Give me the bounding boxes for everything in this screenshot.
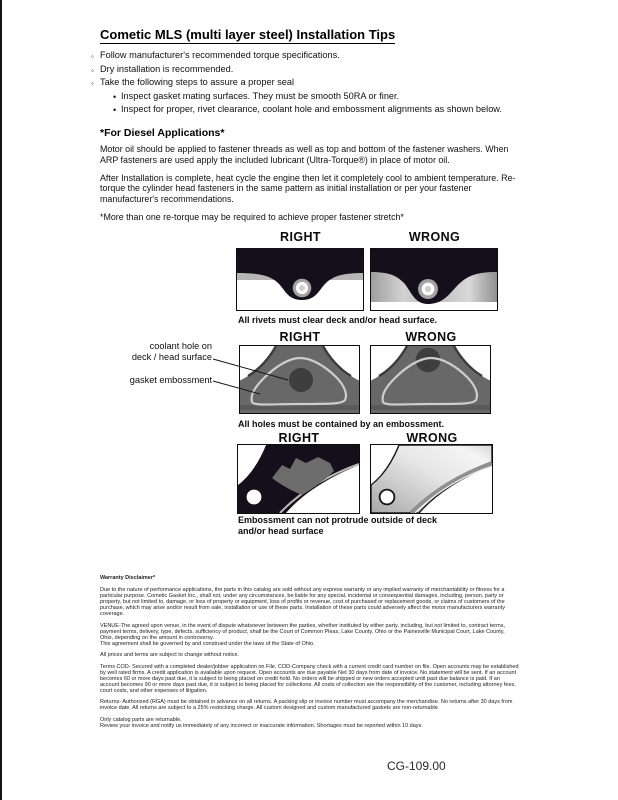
warranty-disclaimer bbox=[100, 575, 519, 735]
gasket-embossment-callout: gasket embossment bbox=[129, 375, 212, 385]
open-bullet-icon: ◦ bbox=[91, 79, 94, 89]
warranty-paragraph bbox=[100, 717, 519, 729]
pair1-wrong-label: WRONG bbox=[408, 230, 461, 244]
filled-bullet-icon: • bbox=[113, 91, 117, 102]
bolt-hole-icon bbox=[247, 490, 262, 505]
diesel-paragraph-2: After Installation is complete, heat cycle the engine then let it completely cool to ambient temperature. Re-torque the cylinder head fasteners in the same pattern as initial installation or per your fastener manufacturer's recommendations. bbox=[100, 172, 516, 205]
list-item-text: Follow manufacturer's recommended torque specifications. bbox=[100, 50, 340, 60]
warranty-paragraph: Terms COD- Secured with a completed dealer/jobber application on File, COD-Company check with a current credit card number on file. Open accounts may be established by well rated firms. A credit application is available upon request. Open accounts are due payable Net 30 days from date of invoice. No statement will be sent. If an account becomes 60 or more days past due, it is subject to being placed on credit hold. No orders will be shipped or new orders accepted until past due balance is paid. If an account becomes 90 or more days past due, it is subject to being placed for collections. All costs of collection are the responsibility of the customer, including attorney fees, court costs, and other expenses of litigation. bbox=[100, 663, 519, 694]
callout-text: deck / head surface bbox=[131, 352, 212, 362]
caption-line: and/or head surface bbox=[238, 525, 324, 536]
rivet-icon bbox=[418, 279, 438, 299]
list-item bbox=[91, 63, 538, 77]
warranty-text: VENUE-The agreed upon venue, in the event of dispute whatsoever between the parties, whether instituted by either party, including, but not limited to, contract terms, payment terms, delivery, type, defects, sufficiency of product, shall be the Court of Common Pleas, Lake County, Ohio or the Painesville Municipal Court, Lake County, Ohio, depending on the amount in controversy. bbox=[100, 622, 505, 641]
diagram-section bbox=[100, 228, 530, 542]
installation-tips-list bbox=[91, 49, 538, 117]
filled-bullet-icon: • bbox=[113, 105, 117, 116]
open-bullet-icon: ◦ bbox=[91, 52, 94, 61]
pair3-caption bbox=[238, 515, 437, 536]
pair1-right-diagram bbox=[236, 248, 364, 311]
page-title bbox=[100, 27, 538, 42]
warranty-text: Review your invoice and notify us immediately of any incorrect or inaccurate information. Shortages must be reported within 10 days. bbox=[100, 722, 423, 729]
pair2-right-label: RIGHT bbox=[279, 330, 321, 344]
page-number: CG-109.00 bbox=[387, 759, 446, 773]
diesel-paragraph-1: Motor oil should be applied to fastener threads as well as top and bottom of the fastener washers. When ARP fasteners are used apply the included lubricant (Ultra-Torque®) in place of motor oil. bbox=[100, 143, 509, 165]
list-item-text: Inspect gasket mating surfaces. They must be smooth 50RA or finer. bbox=[121, 90, 400, 101]
list-sub-item bbox=[113, 103, 538, 117]
warranty-paragraph: All prices and terms are subject to change without notice. bbox=[100, 652, 240, 659]
warranty-text: This agreement shall be governed by and construed under the laws of the State of Ohio. bbox=[100, 640, 315, 647]
pair3-right-label: RIGHT bbox=[278, 431, 320, 445]
catalog-page bbox=[0, 0, 618, 223]
coolant-hole-icon bbox=[289, 368, 313, 392]
callout-text: coolant hole on bbox=[149, 341, 212, 351]
pair2-wrong-label: WRONG bbox=[405, 330, 457, 344]
warranty-paragraph bbox=[100, 623, 519, 647]
warranty-heading: Warranty Disclaimer* bbox=[100, 575, 156, 581]
rivet-icon bbox=[293, 279, 312, 298]
pair2-wrong-diagram bbox=[370, 345, 491, 414]
pair3-right-diagram bbox=[237, 444, 360, 514]
page-title-text: Cometic MLS (multi layer steel) Installation Tips bbox=[100, 27, 396, 42]
diesel-paragraph-3: *More than one re-torque may be required to achieve proper fastener stretch* bbox=[100, 211, 404, 222]
bolt-hole-icon bbox=[380, 490, 395, 505]
list-item-text: Dry installation is recommended. bbox=[100, 63, 234, 74]
warranty-paragraph: Returns- Authorized (RGA) must be obtained in advance on all returns. A packing slip or invoice number must accompany the merchandise. No returns after 30 days from invoice date. All returns are subject to a 25% restocking charge. All custom designed and custom manufactured gaskets are non-returnable. bbox=[100, 699, 513, 712]
pair3-wrong-diagram bbox=[370, 444, 493, 514]
list-item bbox=[91, 49, 538, 63]
list-item-text: Take the following steps to assure a proper seal bbox=[100, 77, 295, 88]
coolant-hole-callout bbox=[100, 341, 212, 363]
open-bullet-icon: ◦ bbox=[91, 65, 94, 75]
pair2-right-diagram bbox=[239, 345, 360, 414]
warranty-paragraph: Due to the nature of performance applications, the parts in this catalog are sold without any express warranty or any implied warranty of merchantability or fitness for a particular purpose. Cometic Gasket Inc., shall not, under any circumstances, be liable for any special, incidental or consequential damages, including, person, party or property, but not limited to, damage, or loss of property or equipment, loss of profits or revenue, cost of purchased or replacement goods, or claims of customers of the purchase, which may arise and/or result from sale, installation or use of these parts. Installation of these parts could adversely affect the motor manufacturers warranty coverage. bbox=[100, 587, 505, 617]
caption-line: Embossment can not protrude outside of deck bbox=[238, 515, 438, 525]
list-item-text: Inspect for proper, rivet clearance, coolant hole and embossment alignments as shown below. bbox=[121, 104, 502, 115]
list-sub-item bbox=[113, 90, 538, 104]
pair2-caption: All holes must be contained by an embossment. bbox=[238, 419, 445, 429]
pair1-wrong-diagram bbox=[370, 248, 498, 311]
pair3-wrong-label: WRONG bbox=[406, 431, 458, 445]
list-item bbox=[91, 76, 538, 90]
diesel-applications-heading: *For Diesel Applications* bbox=[100, 126, 225, 139]
page-left-edge-line bbox=[0, 0, 2, 800]
pair1-right-label: RIGHT bbox=[280, 230, 321, 244]
warranty-text: Only catalog parts are returnable. bbox=[100, 716, 182, 723]
pair1-caption: All rivets must clear deck and/or head surface. bbox=[238, 315, 438, 325]
